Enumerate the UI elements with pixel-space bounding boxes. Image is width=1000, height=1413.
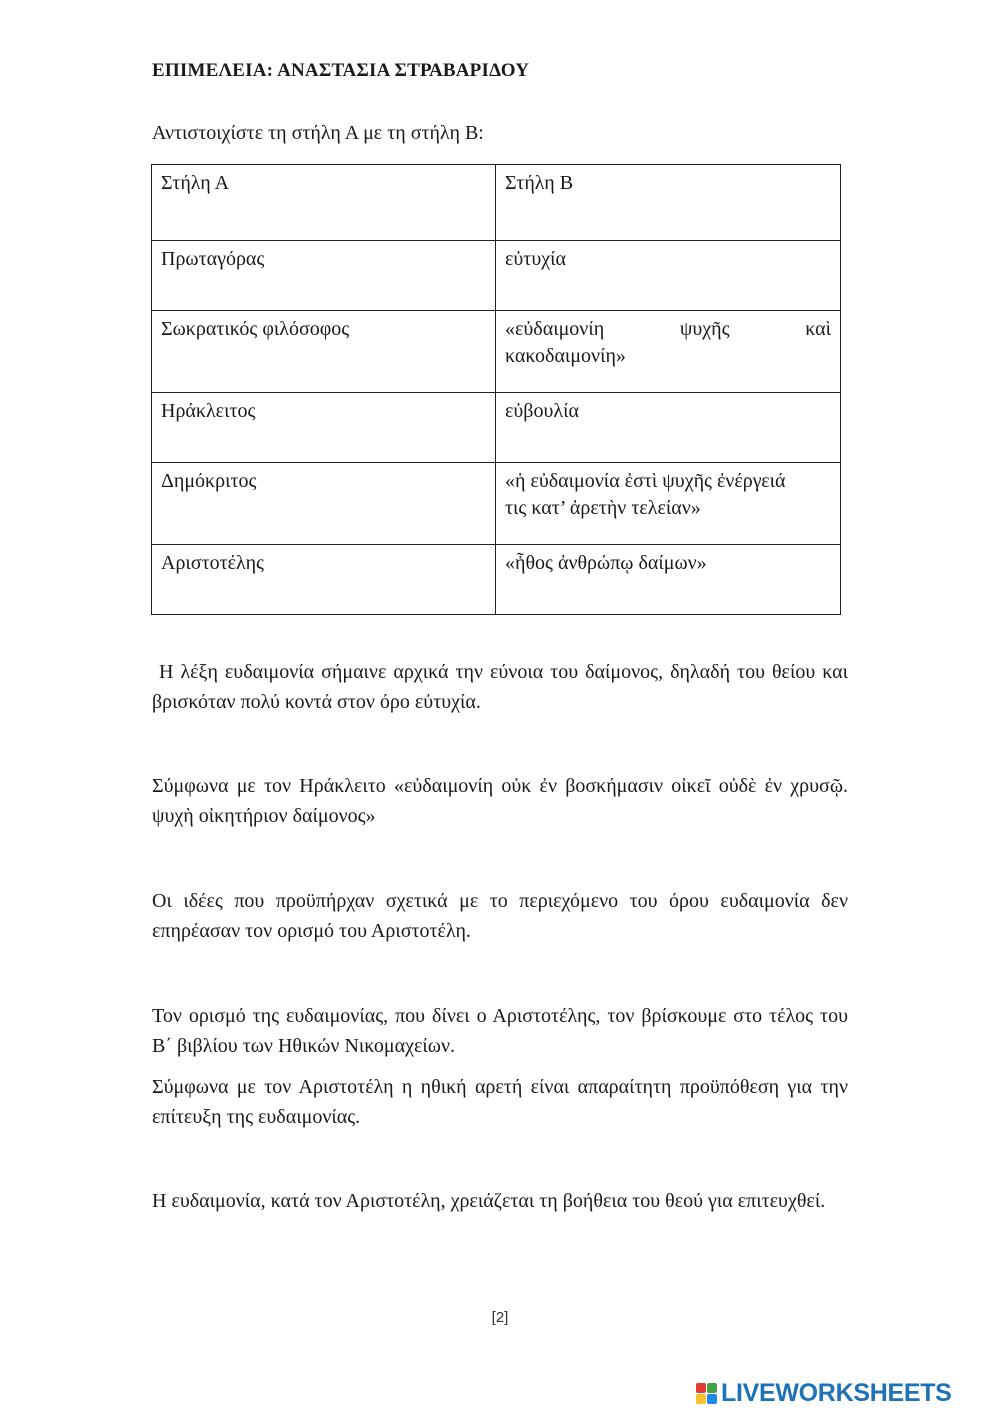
column-a-cell: Αριστοτέλης — [152, 545, 496, 615]
table-row — [152, 545, 841, 615]
column-b-cell — [496, 311, 841, 393]
table-row — [152, 241, 841, 311]
column-b-cell — [496, 463, 841, 545]
liveworksheets-icon — [696, 1383, 717, 1404]
document-title: ΕΠΙΜΕΛΕΙΑ: ΑΝΑΣΤΑΣΙΑ ΣΤΡΑΒΑΡΙΔΟΥ — [152, 60, 530, 81]
column-a-cell: Δημόκριτος — [152, 463, 496, 545]
logo-square — [707, 1394, 717, 1404]
instruction-text: Αντιστοιχίστε τη στήλη Α με τη στήλη Β: — [152, 122, 484, 144]
column-b-header: Στήλη Β — [496, 165, 841, 241]
liveworksheets-wordmark: LIVEWORKSHEETS — [721, 1378, 952, 1407]
table-header-row — [152, 165, 841, 241]
statement-paragraph: Σύμφωνα με τον Αριστοτέλη η ηθική αρετή είναι απαραίτητη προϋπόθεση για την επίτευξη της ευδαιμονίας. — [152, 1076, 848, 1128]
statement-paragraph: Η λέξη ευδαιμονία σήμαινε αρχικά την εύνοια του δαίμονος, δηλαδή του θείου και βρισκόταν πολύ κοντά στον όρο εὐτυχία. — [152, 661, 853, 713]
logo-square — [696, 1394, 706, 1404]
statement-paragraph: Οι ιδέες που προϋπήρχαν σχετικά με το περιεχόμενο του όρου ευδαιμονία δεν επηρέασαν τον ορισμό του Αριστοτέλη. — [152, 890, 848, 942]
table-row — [152, 311, 841, 393]
statement-paragraph: Σύμφωνα με τον Ηράκλειτο «εὐδαιμονίη οὐκ ἐν βοσκήμασιν οἰκεῖ οὐδὲ ἐν χρυσῷ. ψυχὴ οἰκητήριον δαίμονος» — [152, 775, 848, 827]
table-row — [152, 463, 841, 545]
cell-line: «εὐδαιμονίη ψυχῆς καὶ — [505, 318, 831, 340]
cell-line: τις κατ’ ἀρετὴν τελείαν» — [505, 497, 701, 519]
cell-line: κακοδαιμονίη» — [505, 345, 626, 367]
table-row — [152, 393, 841, 463]
column-b-cell: «ἦθος ἀνθρώπῳ δαίμων» — [496, 545, 841, 615]
statement-paragraph: Η ευδαιμονία, κατά τον Αριστοτέλη, χρειάζεται τη βοήθεια του θεού για επιτευχθεί. — [152, 1190, 826, 1212]
page-number: [2] — [491, 1309, 509, 1326]
column-b-cell: εὐβουλία — [496, 393, 841, 463]
column-a-cell: Ηράκλειτος — [152, 393, 496, 463]
liveworksheets-logo — [696, 1378, 952, 1407]
column-b-cell: εὐτυχία — [496, 241, 841, 311]
logo-square — [696, 1383, 706, 1393]
cell-line: «ἡ εὐδαιμονία ἐστὶ ψυχῆς ἐνέργειά — [505, 470, 786, 492]
column-a-cell: Πρωταγόρας — [152, 241, 496, 311]
matching-table — [151, 164, 841, 615]
statement-paragraph: Τον ορισμό της ευδαιμονίας, που δίνει ο Αριστοτέλης, τον βρίσκουμε στο τέλος του Β΄ βιβλίου των Ηθικών Νικομαχείων. — [152, 1005, 848, 1057]
column-a-cell: Σωκρατικός φιλόσοφος — [152, 311, 496, 393]
logo-square — [707, 1383, 717, 1393]
column-a-header: Στήλη Α — [152, 165, 496, 241]
